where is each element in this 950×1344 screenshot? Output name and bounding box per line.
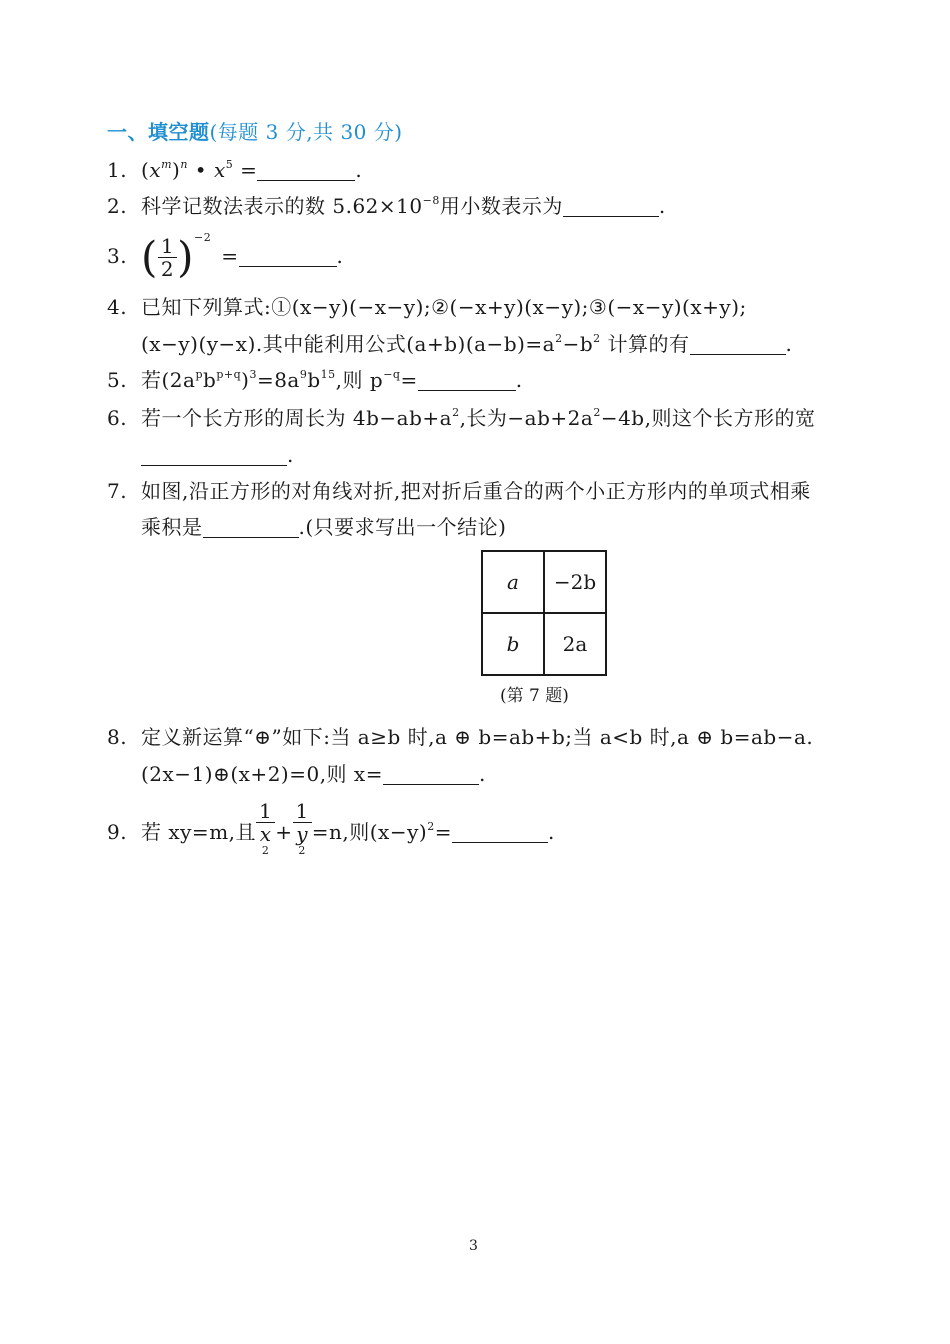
answer-blank[interactable] [418,370,516,391]
question-number: 8. [107,725,128,749]
section-heading [107,119,403,145]
answer-blank[interactable] [452,822,548,843]
page-number: 3 [469,1238,478,1254]
square-figure [481,550,607,676]
question-8-line-2: (2x−1)⊕(x+2)=0,则 x= . [141,762,486,786]
figure-cell: −2b [544,551,606,613]
answer-blank[interactable] [141,445,287,466]
question-1: 1. $(x^m)^n$ • $x^5$ = . [107,158,363,182]
question-7: 7. 如图,沿正方形的对角线对折,把对折后重合的两个小正方形内的单项式相乘 [107,479,811,503]
question-2: 2. 科学记数法表示的数 $5.62\times 10^{-8}$用小数表示为 . [107,194,666,218]
question-6: 6. 若一个长方形的周长为 $4b-ab+a^2$,长为$-ab+2a^2-4b$,则这个长方形的宽 [107,406,816,430]
question-number: 5. [107,368,128,392]
figure-caption: (第 7 题) [500,686,569,706]
answer-blank[interactable] [690,334,786,355]
question-6-line-2: . [141,442,294,468]
question-number: 3. [107,244,128,268]
section-title: 一、填空题 [107,120,210,144]
answer-blank[interactable] [383,764,479,785]
question-4-line-2: (x−y)(y−x).其中能利用公式$(a+b)(a-b)=a^2-b^2$ 计算的有 . [141,332,793,356]
question-3: 3. ( $\frac{1}{2}$ )$^{-2}$= . [107,231,344,282]
question-4: 4. 已知下列算式:①(x−y)(−x−y);②(−x+y)(x−y);③(−x−y)(x+y); [107,295,747,319]
fraction: 1 x $^2$ [256,800,275,867]
question-number: 7. [107,479,128,503]
question-number: 2. [107,194,128,218]
fraction: $\frac{1}{2}$ [158,235,177,280]
question-number: 6. [107,406,128,430]
question-number: 1. [107,158,128,182]
question-9: 9. 若 xy=m,且 1 x $^2$ + 1 y $^2$ =n,则$(x-y)^2=$ . [107,800,555,867]
question-8: 8. 定义新运算“⊕”如下:当 a≥b 时,a ⊕ b=ab+b;当 a<b 时,a ⊕ b=ab−a. [107,725,814,749]
answer-blank[interactable] [257,160,355,181]
figure-cell: 2a [544,613,606,675]
question-number: 9. [107,820,128,844]
question-number: 4. [107,295,128,319]
question-7-line-2: 乘积是 .(只要求写出一个结论) [141,515,507,539]
question-5: 5. 若$(2a^pb^{p+q})^3=8a^9b^{15}$,则 $p^{-q}=$ . [107,368,523,392]
answer-blank[interactable] [239,246,337,267]
answer-blank[interactable] [203,517,299,538]
section-note: (每题 3 分,共 30 分) [209,120,403,144]
figure-cell: a [482,551,544,613]
answer-blank[interactable] [563,196,659,217]
figure-cell: b [482,613,544,675]
fraction: 1 y $^2$ [293,800,312,867]
